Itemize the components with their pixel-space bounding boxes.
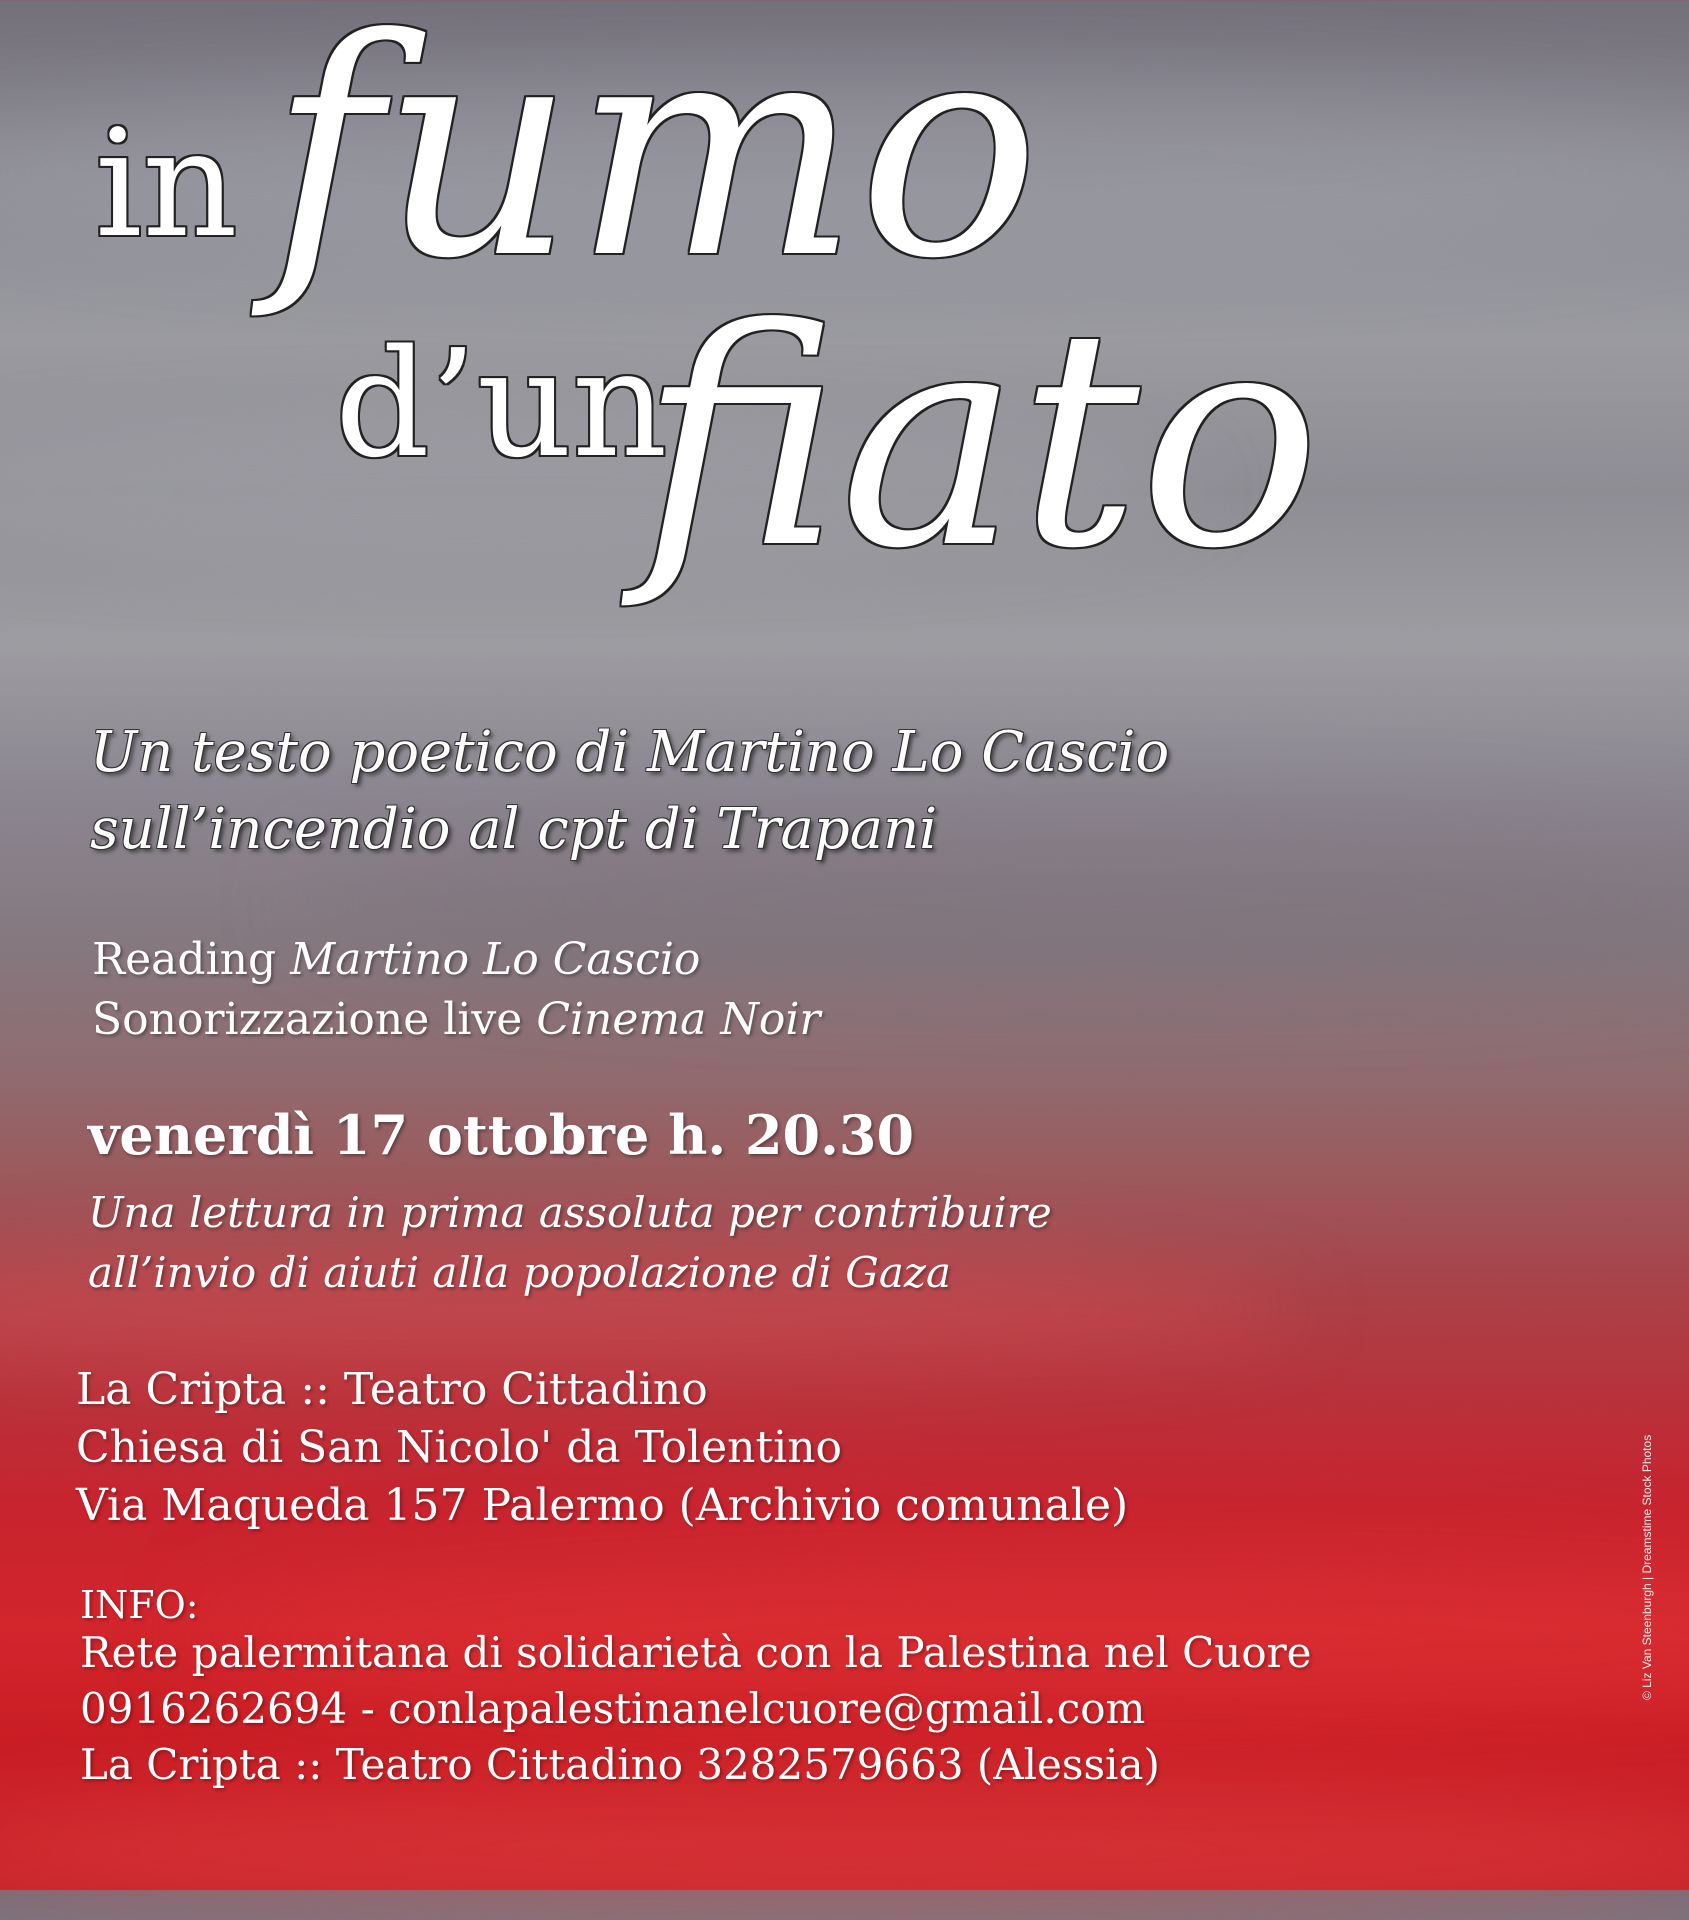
info-label: INFO: (80, 1583, 199, 1627)
event-date: venerdì 17 ottobre h. 20.30 (88, 1103, 915, 1167)
reading-label: Reading (92, 934, 277, 985)
venue-line: Via Maqueda 157 Palermo (Archivio comunale) (76, 1480, 1129, 1531)
description-line: all’invio di aiuti alla popolazione di Gaza (88, 1248, 952, 1297)
subtitle-line: Un testo poetico di Martino Lo Cascio (90, 720, 1170, 785)
info-contact: 0916262694 - conlapalestinanelcuore@gmail.com (80, 1684, 1146, 1733)
info-line: La Cripta :: Teatro Cittadino 3282579663 (Alessia) (80, 1740, 1160, 1789)
venue-line: Chiesa di San Nicolo' da Tolentino (76, 1422, 843, 1473)
reading-name: Martino Lo Cascio (290, 934, 701, 985)
photo-credit: © Liz Van Steenburgh | Dreamstime Stock Photos (1640, 1434, 1654, 1700)
sound-name: Cinema Noir (536, 994, 821, 1045)
sky-cloud (0, 1780, 1689, 1920)
title-word-in: in (95, 98, 238, 270)
reading-credit (92, 934, 701, 985)
venue-line: La Cripta :: Teatro Cittadino (76, 1364, 708, 1415)
info-line: Rete palermitana di solidarietà con la Palestina nel Cuore (80, 1628, 1312, 1677)
sound-label: Sonorizzazione live (92, 994, 523, 1045)
title-word-dun: d’un (335, 318, 668, 490)
description-line: Una lettura in prima assoluta per contribuire (88, 1188, 1052, 1237)
subtitle-line: sull’incendio al cpt di Trapani (90, 797, 938, 862)
title-word-fumo: fumo (270, 0, 1040, 324)
title-word-fiato: fiato (640, 265, 1321, 614)
sound-credit (92, 994, 821, 1045)
